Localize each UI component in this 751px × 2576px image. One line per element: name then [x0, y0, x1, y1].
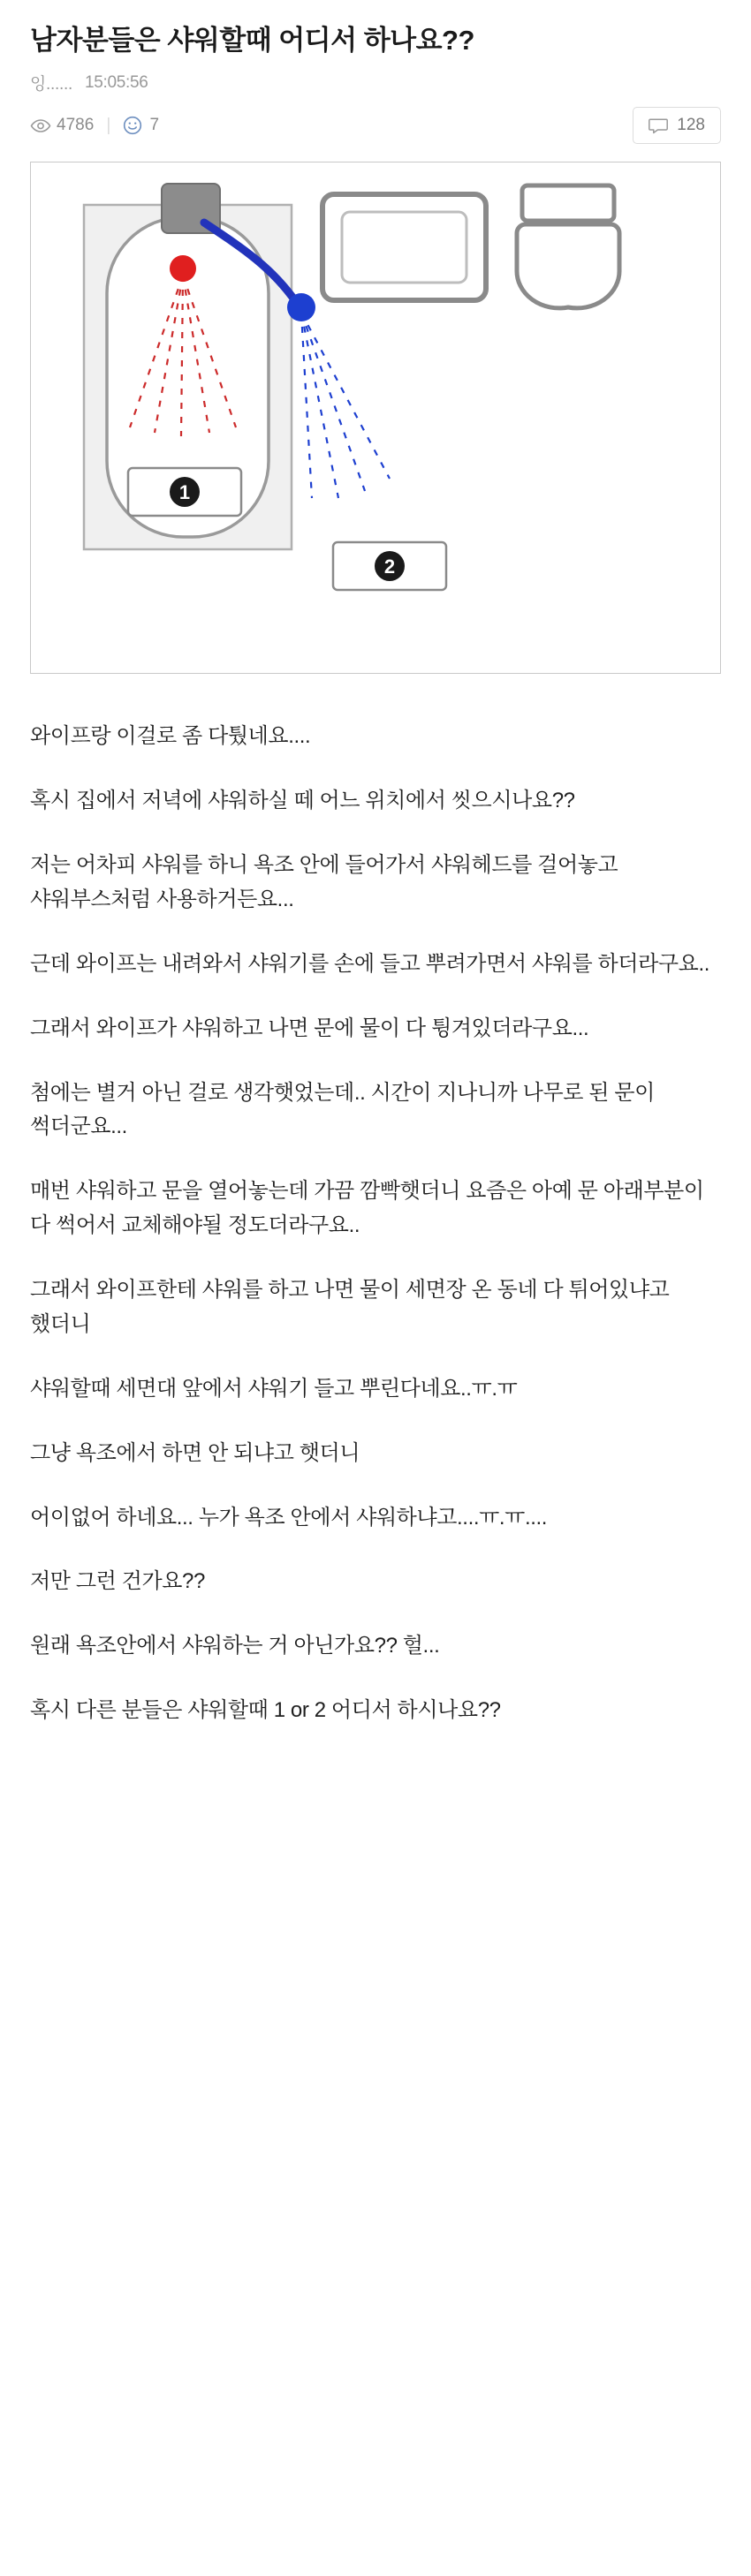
body-paragraph: 어이없어 하네요... 누가 욕조 안에서 샤워하냐고....ㅠ.ㅠ....: [30, 1505, 548, 1530]
page-title: 남자분들은 샤워할때 어디서 하나요??: [30, 25, 474, 56]
post-body: [0, 700, 751, 1781]
body-paragraph: 저만 그런 건가요??: [30, 1569, 205, 1594]
comment-bubble-icon: [649, 117, 668, 134]
body-paragraph: 그래서 와이프가 샤워하고 나면 문에 물이 다 튕겨있더라구요...: [30, 1016, 589, 1040]
body-paragraph: 샤워할때 세면대 앞에서 샤워기 들고 뿌린다네요..ㅠ.ㅠ: [30, 1376, 518, 1401]
post-header: [0, 0, 751, 162]
body-paragraph: 그래서 와이프한테 샤워를 하고 나면 물이 세면장 온 동네 다 튀어있냐고 했더니: [30, 1278, 670, 1336]
reaction-count-value: 7: [149, 116, 160, 135]
body-paragraph: 혹시 다른 분들은 샤워할때 1 or 2 어디서 하시나요??: [30, 1698, 501, 1723]
reaction-count: [123, 116, 159, 135]
post-meta: [30, 71, 721, 94]
body-paragraph: 첨에는 별거 아닌 걸로 생각햇었는데.. 시간이 지나니까 나무로 된 문이 썩더군요...: [30, 1080, 655, 1139]
post-stats-row: [30, 107, 721, 162]
post-author: 잉......: [30, 75, 72, 94]
view-count: [30, 116, 94, 135]
body-paragraph: 와이프랑 이걸로 좀 다퉜네요....: [30, 724, 311, 749]
diagram-label-1: 1: [178, 481, 191, 504]
body-paragraph: 저는 어차피 샤워를 하니 욕조 안에 들어가서 샤워헤드를 걸어놓고 샤워부스처럼 사용하거든요...: [30, 853, 618, 911]
post-timestamp: 15:05:56: [84, 72, 148, 92]
stats-divider: |: [106, 115, 111, 135]
eye-icon: [30, 119, 49, 132]
post-image-wrap: [30, 162, 721, 700]
bathroom-layout-diagram: [30, 162, 721, 674]
diagram-label-2: 2: [383, 555, 396, 578]
post-stats: [30, 116, 159, 136]
body-paragraph: 매번 샤워하고 문을 열어놓는데 가끔 깜빡햇더니 요즘은 아예 문 아래부분이 다 썩어서 교체해야될 정도더라구요..: [30, 1179, 704, 1238]
comment-button[interactable]: [633, 107, 721, 144]
body-paragraph: 그냥 욕조에서 하면 안 되냐고 햇더니: [30, 1440, 360, 1465]
diagram-svg: [31, 162, 720, 673]
body-paragraph: 근데 와이프는 내려와서 샤워기를 손에 들고 뿌려가면서 샤워를 하더라구요..: [30, 951, 709, 976]
comment-count-value: 128: [677, 116, 705, 135]
body-paragraph: 혹시 집에서 저녁에 샤워하실 떼 어느 위치에서 씻으시나요??: [30, 789, 575, 813]
body-paragraph: 원래 욕조안에서 샤워하는 거 아닌가요?? 헐...: [30, 1634, 440, 1658]
smile-icon: [123, 116, 142, 135]
view-count-value: 4786: [57, 116, 95, 135]
